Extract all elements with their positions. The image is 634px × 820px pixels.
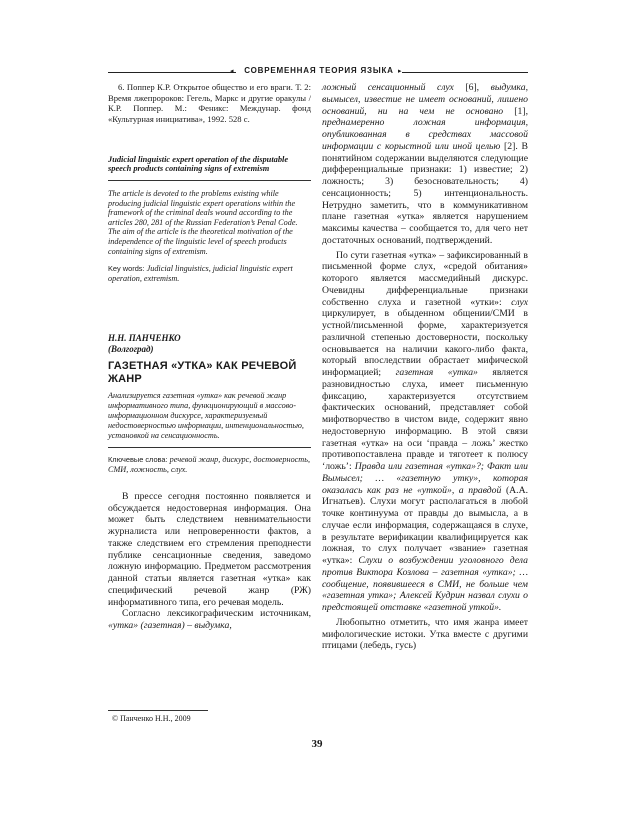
footnote-divider — [108, 710, 208, 711]
body-italic-segment: выдумка, вымысел, известие не имеет оснований, лишено оснований, ни на чем не основано — [322, 82, 528, 117]
body-paragraph — [322, 250, 528, 614]
page-number: 39 — [311, 738, 323, 750]
english-abstract-text: The article is devoted to the problems existing while producing judicial linguistic expert operations within the framework of the criminal deals wound according to the articles 280, 281 of the Russian Federation’s Penal Code. The aim of the article is the theoretical motivation of the independence of the linguistic level of speech products containing signs of extremism. — [108, 189, 298, 256]
russian-keywords-text: речевой жанр, дискурс, достоверность, СМИ, ложность, слух. — [108, 455, 310, 475]
left-body-text — [108, 491, 311, 632]
body-paragraph — [322, 82, 528, 247]
english-keywords — [108, 264, 311, 283]
body-text-segment: [2]. В понятийном содержании выделяются следующие дифференциальные признаки: 1) известие; 2) ложность; 3) безосновательность; 4) сенсационность; 5) интенциональность. Нетрудно заметить, что в коммуникативном плане газетная «утка» является нарушением максимы качества – сообщается то, для чего нет достаточных оснований, подтверждений. — [322, 140, 528, 246]
annotation-divider — [108, 447, 311, 448]
body-text-segment: По сути газетная «утка» – зафиксированный в письменной форме слух, «средой обитания» которого является массмедийный дискурс. Очевидны дифференциальные признаки собственно слуха и газетной «утки»: — [322, 249, 528, 308]
body-italic-segment: Правда или газетная «утка»?; Факт или Вымысел; … «газетную утку», которая оказалась как раз не «уткой», а правдой — [322, 461, 528, 496]
author-name: Н.Н. ПАНЧЕНКО — [108, 333, 181, 344]
header-rule-right — [402, 72, 528, 73]
left-column — [108, 82, 311, 632]
header-arrow-left-icon: ◂ — [230, 67, 234, 75]
header-rule-left — [108, 72, 236, 73]
russian-keywords-label: Ключевые слова: — [108, 455, 168, 465]
body-italic-segment: Слухи о возбуждении уголовного дела против Виктора Козлова – газетная «утка»; … сообщение, появившееся в СМИ, не больше чем «газетная утка»; Алексей Кудрин назвал слухи о предстоящей отставке «газетной уткой». — [322, 555, 528, 613]
body-italic-segment: газетная «утка» — [395, 367, 478, 378]
body-paragraph: Любопытно отметить, что имя жанра имеет мифологические истоки. Утка вместе с другими птицами (лебедь, гусь) — [322, 616, 528, 652]
abstract-divider — [108, 180, 311, 181]
body-italic-segment: «утка» (газетная) – выдумка, — [108, 620, 232, 632]
body-italic-segment: преднамеренно ложная информация, опубликованная в средствах массовой информации с корыстной или иной целью — [322, 117, 528, 152]
citation-ref: [6], — [453, 82, 491, 93]
english-abstract-title: Judicial linguistic expert operation of the disputable speech products containing signs of extremism — [108, 154, 289, 174]
body-text-segment: циркулирует, в обыденном общении/СМИ в устной/письменной форме, характеризуется различной степенью достоверности, поскольку основывается на наличии какого-либо факта, который впоследствии обрастает мифической информацией; — [322, 308, 528, 378]
body-text-segment: (А.А. Игнатьев). Слухи могут располагаться в любой точке континуума от правды до вымысла, а в случае если информация, содержащаяся в слухе, в результате верификации квалифицируется как ложная, то слух получает «звание» газетная «утка»: — [322, 484, 529, 566]
english-keywords-text: Judicial linguistics, judicial linguistic expert operation, extremism. — [108, 264, 293, 283]
article-annotation: Анализируется газетная «утка» как речевой жанр информативного типа, функционирующий в массово-информационном дискурсе, характеризуемый недостоверностью информации, интенциональностью, установкой на сенсационность. — [108, 391, 304, 440]
body-italic-segment: слух — [511, 296, 528, 308]
copyright-footnote: © Панченко Н.Н., 2009 — [112, 714, 191, 723]
body-paragraph: В прессе сегодня постоянно появляется и обсуждается недостоверная информация. Она может быть следствием невнимательности журналиста или непроверенности фактов, а также следствием его стремления преподнести публике сенсационные сведения, заведомо ложную информацию. Предметом рассмотрения данной статьи является газетная «утка» как специфический речевой жанр (РЖ) информативного типа, его речевая модель. — [108, 490, 311, 608]
header-arrow-right-icon: ▸ — [398, 67, 402, 75]
citation-ref: [1], — [503, 105, 529, 117]
english-keywords-label: Key words: — [108, 264, 145, 274]
author-block — [108, 333, 311, 354]
body-text-segment: Согласно лексикографическим источникам, — [122, 608, 311, 620]
article-title: ГАЗЕТНАЯ «УТКА» КАК РЕЧЕВОЙ ЖАНР — [108, 360, 297, 385]
body-paragraph — [108, 608, 311, 632]
russian-keywords — [108, 455, 311, 475]
body-italic-segment: ложный сенсационный слух — [322, 82, 454, 93]
right-column — [322, 82, 528, 652]
running-header-title: СОВРЕМЕННАЯ ТЕОРИЯ ЯЗЫКА — [244, 66, 394, 75]
reference-item: 6. Поппер К.Р. Открытое общество и его враги. Т. 2: Время лжепророков: Гегель, Маркс и другие оракулы / К.Р. Поппер. М.: Феникс: Междунар. фонд «Культурная инициатива», 1992. 528 с. — [108, 82, 311, 125]
author-city: (Волгоград) — [108, 343, 154, 354]
body-text-segment: является разновидностью слуха, имеет письменную фиксацию, характеризуется отсутствием фактических оснований, представляет собой мифотворчество в чистом виде, содержит явно недостоверную информацию. В этой связи газетная «утка» на оси ‘правда – ложь’ жестко противопоставлена правде и тяготеет к полюсу ‘ложь’: — [322, 367, 528, 472]
